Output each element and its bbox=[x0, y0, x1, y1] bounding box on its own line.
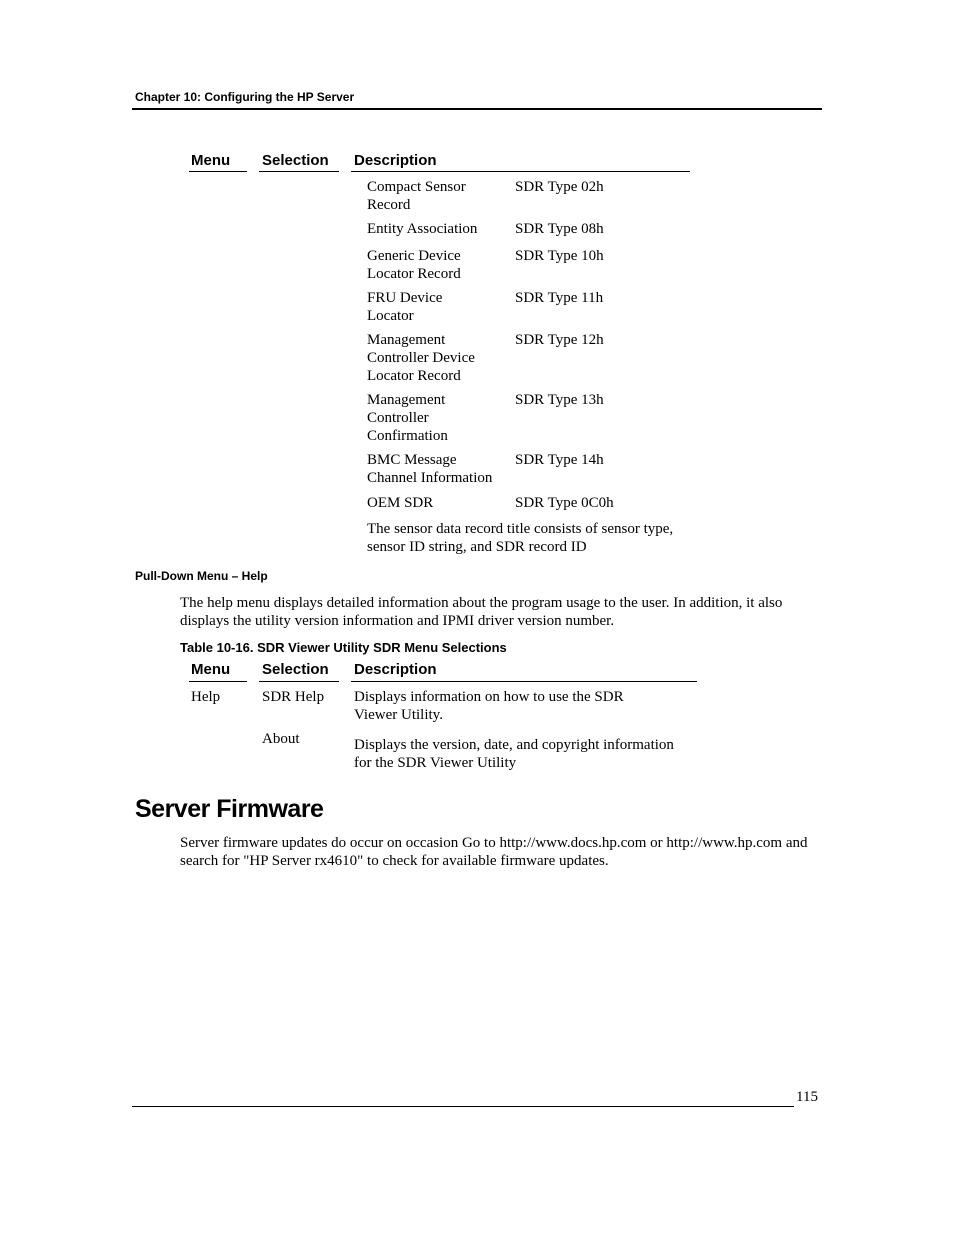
footer-rule bbox=[132, 1106, 794, 1107]
table2-selection-cell: SDR Help bbox=[262, 689, 325, 705]
table2-rule-selection bbox=[259, 681, 339, 682]
table1-row-type: SDR Type 14h bbox=[515, 452, 604, 468]
table2-menu-cell: Help bbox=[191, 689, 221, 705]
table-caption: Table 10-16. SDR Viewer Utility SDR Menu Selections bbox=[180, 640, 507, 655]
table1-header-selection: Selection bbox=[262, 152, 329, 169]
table1-row-name: FRU Device Locator bbox=[367, 290, 443, 324]
table1-row-type: SDR Type 02h bbox=[515, 179, 604, 195]
table2-rule-menu bbox=[189, 681, 247, 682]
table2-selection-cell: About bbox=[262, 731, 300, 747]
table1-row-type: SDR Type 08h bbox=[515, 221, 604, 237]
table2-description-cell: Displays information on how to use the SDR Viewer Utility. bbox=[354, 689, 624, 723]
table1-row-name: Entity Association bbox=[367, 221, 478, 237]
table1-note: The sensor data record title consists of sensor type, sensor ID string, and SDR record ID bbox=[367, 521, 674, 555]
help-heading: Pull-Down Menu – Help bbox=[135, 569, 268, 583]
table1-rule-description bbox=[351, 171, 690, 172]
table2-header-menu: Menu bbox=[191, 661, 231, 678]
table1-row-name: Generic Device Locator Record bbox=[367, 248, 461, 282]
table1-row-name: Management Controller Confirmation bbox=[367, 392, 448, 444]
help-paragraph: The help menu displays detailed information about the program usage to the user. In addition, it also displays the utility version information and IPMI driver version number. bbox=[180, 595, 783, 629]
page-number: 115 bbox=[796, 1089, 818, 1105]
table1-row-type: SDR Type 12h bbox=[515, 332, 604, 348]
table1-row-name: Compact Sensor Record bbox=[367, 179, 466, 213]
table1-row-name: Management Controller Device Locator Record bbox=[367, 332, 475, 384]
table1-row-name: OEM SDR bbox=[367, 495, 434, 511]
table2-rule-description bbox=[351, 681, 697, 682]
table2-header-description: Description bbox=[354, 661, 437, 678]
table1-rule-selection bbox=[259, 171, 339, 172]
table1-header-menu: Menu bbox=[191, 152, 231, 169]
table1-row-type: SDR Type 0C0h bbox=[515, 495, 614, 511]
table1-rule-menu bbox=[189, 171, 247, 172]
running-header: Chapter 10: Configuring the HP Server bbox=[135, 90, 355, 104]
table1-row-type: SDR Type 10h bbox=[515, 248, 604, 264]
table1-row-type: SDR Type 13h bbox=[515, 392, 604, 408]
table2-description-cell: Displays the version, date, and copyright information for the SDR Viewer Utility bbox=[354, 737, 674, 771]
table1-row-type: SDR Type 11h bbox=[515, 290, 604, 306]
table1-row-name: BMC Message Channel Information bbox=[367, 452, 493, 486]
header-rule bbox=[132, 108, 822, 110]
firmware-paragraph: Server firmware updates do occur on occasion Go to http://www.docs.hp.com or http://www.hp.com and search for "HP Server rx4610" to check for available firmware updates. bbox=[180, 835, 808, 869]
table1-header-description: Description bbox=[354, 152, 437, 169]
section-title: Server Firmware bbox=[135, 795, 324, 823]
table2-header-selection: Selection bbox=[262, 661, 329, 678]
